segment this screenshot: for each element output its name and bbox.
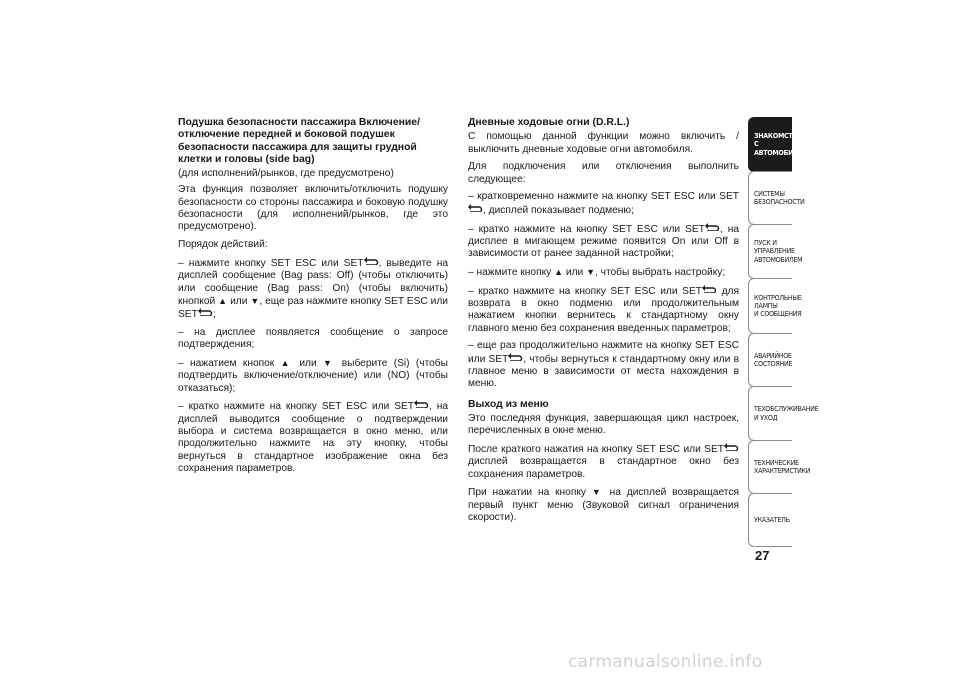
drl-heading: Дневные ходовые огни (D.R.L.) [468,117,630,128]
exit-menu-down-press: При нажатии на кнопку ▼ на дисплей возвращается первый пункт меню (Звуковой сигнал ограничения скорости). [468,487,739,524]
tab-getting-to-know[interactable]: ЗНАКОМСТВО С АВТОМОБИЛЕМ [748,117,792,172]
up-arrow-icon: ▲ [554,266,564,277]
right-column [468,117,739,530]
return-arrow-icon [364,257,379,265]
left-column [178,117,448,481]
exit-menu-heading: Выход из меню [468,398,549,410]
return-arrow-icon [508,353,523,361]
drl-step-4: – кратко нажмите на кнопку SET ESC или SET для возврата в окно подменю или продолжительным нажатием кнопки вернитесь к стандартному окну главного меню без сохранения введенных параметров; [468,285,739,334]
return-arrow-icon [724,443,739,451]
airbag-step-4: – кратко нажмите на кнопку SET ESC или SET , на дисплей выводится сообщение о подтверждении выбора и система возвращается в окно меню, или продолжительно нажмите на эту кнопку, чтобы вернуться в стандартное изображение окна без сохранения параметров. [178,401,449,474]
airbag-step-2: – на дисплее появляется сообщение о запросе подтверждения; [178,326,448,351]
down-arrow-icon: ▼ [591,487,604,498]
airbag-heading: Подушка безопасности пассажира Включение/ отключение передней и боковой подушек безопасности пассажира для защиты грудной клетки и головы (side bag) [178,117,420,165]
up-arrow-icon: ▲ [218,295,228,306]
exit-menu-intro: Это последняя функция, завершающая цикл настроек, перечисленных в окне меню. [468,412,739,437]
return-arrow-icon [198,308,213,316]
section-tabs [748,117,819,546]
return-arrow-icon [468,204,483,212]
tab-index[interactable]: УКАЗАТЕЛЬ [748,493,792,547]
airbag-procedure-label: Порядок действий: [178,239,268,251]
drl-intro: С помощью данной функции можно включить / выключить дневные ходовые огни автомобиля. [468,131,739,155]
drl-procedure-label: Для подключения или отключения выполнить следующее: [468,161,739,185]
drl-step-2: – кратко нажмите на кнопку SET ESC или SET , на дисплее в мигающем режиме появится On или Off в зависимости от ранее заданной настройки; [468,223,740,260]
tab-warning-lights[interactable]: КОНТРОЛЬНЫЕ ЛАМПЫ И СООБЩЕНИЯ [748,278,792,334]
airbag-step-3: – нажатием кнопок ▲ или ▼ выберите (Si) (чтобы подтвердить включение/отключение) или (NO) (чтобы отказаться); [178,358,448,394]
down-arrow-icon: ▼ [322,358,336,369]
drl-step-3: – нажмите кнопку ▲ или ▼, чтобы выбрать настройку; [468,266,726,278]
return-arrow-icon [414,400,429,408]
tab-safety[interactable]: СИСТЕМЫ БЕЗОПАСНОСТИ [748,171,792,225]
down-arrow-icon: ▼ [586,266,595,277]
airbag-step-1: – нажмите кнопку SET ESC или SET , выведите на дисплей сообщение (Bag pass: Off) (чтобы отключить) или сообщение (Bag pass: On) (чтобы включить) кнопкой ▲ или ▼, еще раз нажмите кнопку SET ESC или SET ; [178,257,449,321]
drl-step-5: – еще раз продолжительно нажмите на кнопку SET ESC или SET , чтобы вернуться к стандартному окну или в главное меню в зависимости от места нахождения в меню. [468,340,739,390]
drl-step-1: – кратковременно нажмите на кнопку SET ESC или SET, дисплей показывает подменю; [468,191,739,216]
airbag-intro: Эта функция позволяет включить/отключить подушку безопасности со стороны пассажира и боковую подушку безопасности (для исполнений/рынков, где это предусмотрено). [178,184,448,233]
return-arrow-icon [705,223,720,231]
exit-menu-short-press: После краткого нажатия на кнопку SET ESC или SET дисплей возвращается в стандартное окно без сохранения параметров. [468,444,739,480]
page-number: 27 [755,548,770,563]
return-arrow-icon [702,285,717,293]
watermark: carmanualsonline.info [568,652,763,672]
tab-starting-driving[interactable]: ПУСК И УПРАВЛЕНИЕ АВТОМОБИЛЕМ [748,224,792,279]
up-arrow-icon: ▲ [280,358,293,369]
down-arrow-icon: ▼ [250,295,260,306]
tab-emergency[interactable]: АВАРИЙНОЕ СОСТОЯНИЕ [748,333,792,387]
tab-technical-specs[interactable]: ТЕХНИЧЕСКИЕ ХАРАКТЕРИСТИКИ [748,440,792,494]
airbag-subnote: (для исполнений/рынков, где предусмотрено) [178,168,394,180]
tab-maintenance[interactable]: ТЕХОБСЛУЖИВАНИЕ И УХОД [748,386,792,441]
